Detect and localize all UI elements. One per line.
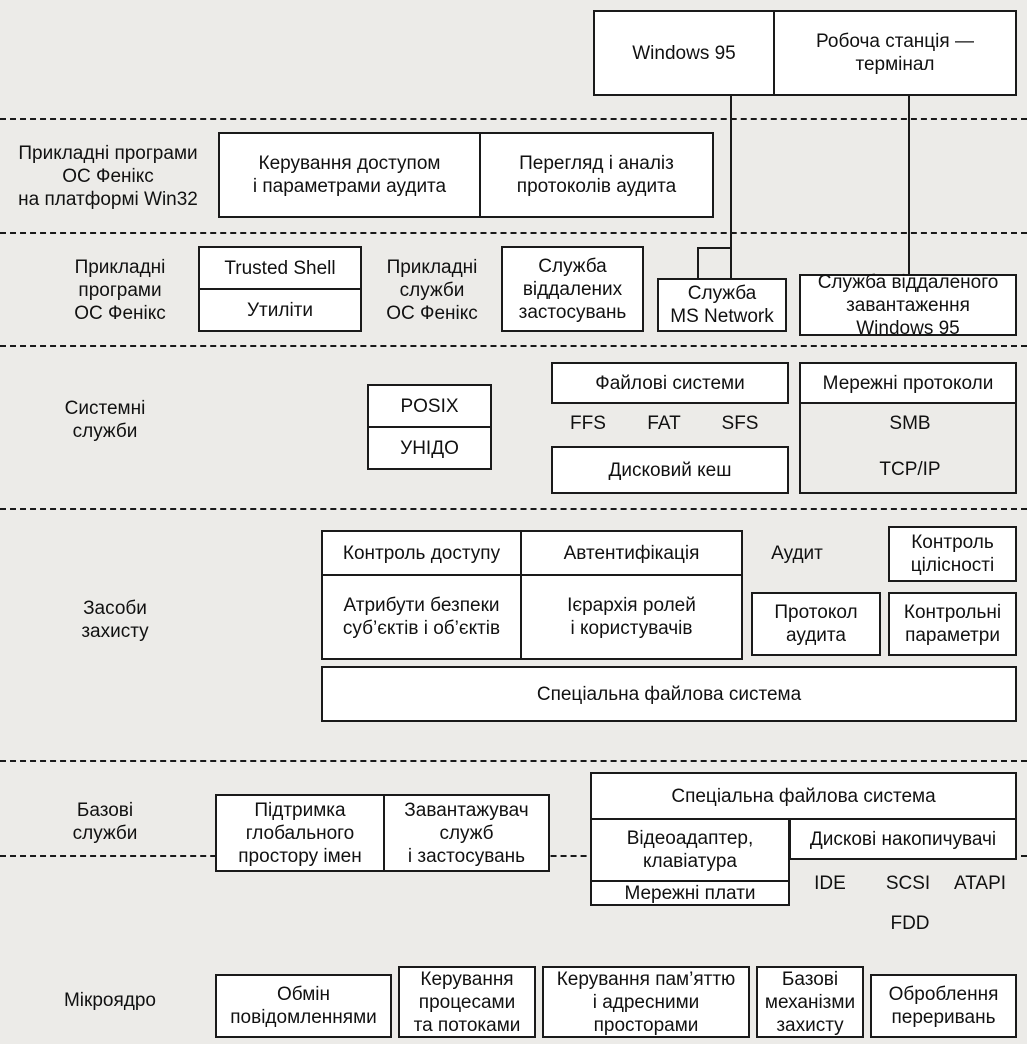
workstation-terminal: Робоча станція — термінал (773, 10, 1017, 96)
layer-label-system: Системні служби (64, 398, 146, 442)
attributes-box: Атрибути безпеки суб’єктів і об’єктів (321, 574, 522, 660)
filesystems-box: Файлові системи (551, 362, 789, 404)
tcpip-label: TCP/IP (879, 458, 941, 480)
layer-separator (0, 118, 1027, 120)
access-control-app: Керування доступом і параметрами аудита (218, 132, 481, 218)
net-protocols-box: Мережні протоколи (799, 362, 1017, 404)
net-cards-box: Мережні плати (590, 880, 790, 906)
layer-separator (0, 760, 1027, 762)
layer-separator (0, 345, 1027, 347)
roles-box: Ієрархія ролей і користувачів (520, 574, 743, 660)
disk-cache-box: Дисковий кеш (551, 446, 789, 494)
separator-line (799, 402, 801, 494)
loader-box: Завантажувач служб і застосувань (383, 794, 550, 872)
integrity-box: Контроль цілісності (888, 526, 1017, 582)
smb-label: SMB (889, 412, 931, 434)
separator-line (799, 492, 1017, 494)
utilities-box: Утиліти (198, 288, 362, 332)
global-namespace-box: Підтримка глобального простору імен (215, 794, 385, 872)
authentication-box: Автентифікація (520, 530, 743, 576)
posix-box: POSIX (367, 384, 492, 428)
special-fs-security: Спеціальна файлова система (321, 666, 1017, 722)
separator-line (1015, 402, 1017, 494)
interrupts-box: Оброблення переривань (870, 974, 1017, 1038)
connector-line (730, 96, 732, 280)
remote-apps-service: Служба віддалених застосувань (501, 246, 644, 332)
ide-label: IDE (814, 872, 846, 894)
connector-line (697, 247, 699, 280)
base-security-box: Базові механізми захисту (756, 966, 864, 1038)
control-params-box: Контрольні параметри (888, 592, 1017, 656)
layer-label-security: Засоби захисту (81, 598, 149, 642)
ffs-label: FFS (570, 412, 606, 434)
access-control-box: Контроль доступу (321, 530, 522, 576)
layer-label-microkernel: Мікроядро (63, 989, 156, 1011)
layer-separator (0, 508, 1027, 510)
app-services-label: Прикладні служби ОС Фенікс (386, 256, 478, 324)
ms-network-service: Служба MS Network (657, 278, 787, 332)
audit-label: Аудит (771, 542, 823, 564)
connector-line (908, 96, 910, 276)
unido-box: УНІДО (367, 426, 492, 470)
windows95-terminal: Windows 95 (593, 10, 775, 96)
layer-label-apps-win32: Прикладні програми ОС Фенікс на платформі Win32 (18, 142, 198, 210)
connector-line (697, 247, 732, 249)
layer-label-apps: Прикладні програми ОС Фенікс (74, 256, 166, 324)
sfs-label: SFS (721, 412, 759, 434)
audit-review-app: Перегляд і аналіз протоколів аудита (479, 132, 714, 218)
remote-boot-service: Служба віддаленого завантаження Windows 95 (799, 274, 1017, 336)
process-mgmt-box: Керування процесами та потоками (398, 966, 536, 1038)
trusted-shell-box: Trusted Shell (198, 246, 362, 290)
atapi-label: ATAPI (953, 872, 1007, 894)
layer-separator (0, 232, 1027, 234)
special-fs-base: Спеціальна файлова система (590, 772, 1017, 820)
messaging-box: Обмін повідомленнями (215, 974, 392, 1038)
fdd-label: FDD (890, 912, 930, 934)
scsi-label: SCSI (885, 872, 931, 894)
memory-mgmt-box: Керування пам’яттю і адресними просторами (542, 966, 750, 1038)
fat-label: FAT (647, 412, 681, 434)
disk-drives-box: Дискові накопичувачі (789, 818, 1017, 860)
audit-log-box: Протокол аудита (751, 592, 881, 656)
video-keyboard-box: Відеоадаптер, клавіатура (590, 818, 790, 882)
layer-label-base: Базові служби (72, 800, 138, 844)
